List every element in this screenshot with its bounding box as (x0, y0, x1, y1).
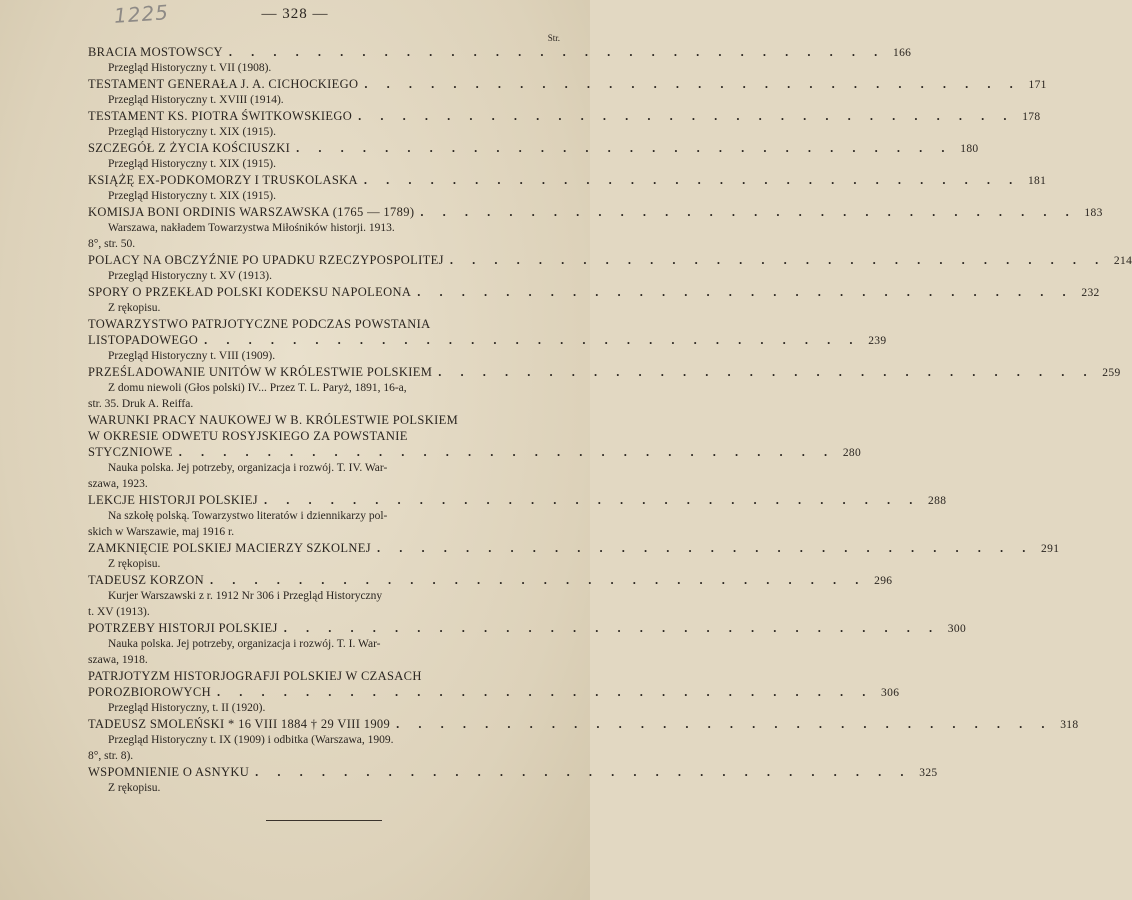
entry-source: szawa, 1923. (88, 478, 148, 490)
dot-leader: . . . . . . . . . . . . . . . . . . . . . . . . . . . . . . (376, 541, 1034, 555)
entry-source: Przegląd Historyczny t. XIX (1915). (108, 190, 276, 202)
entry-source: Przegląd Historyczny t. XIX (1915). (108, 158, 276, 170)
entry-page-number: 300 (947, 623, 967, 635)
entry-title-line (88, 764, 938, 780)
dot-leader: . . . . . . . . . . . . . . . . . . . . . . . . . . . . . . (178, 445, 836, 459)
entry-page-number: 180 (960, 143, 979, 155)
toc-entry (88, 284, 1100, 316)
toc-entry (88, 668, 900, 716)
entry-title: BRACIA MOSTOWSCY (88, 45, 223, 59)
toc-entry (88, 364, 1121, 412)
entry-page-number: 183 (1084, 207, 1103, 219)
dot-leader: . . . . . . . . . . . . . . . . . . . . . . . . . . . . . . (228, 45, 886, 59)
toc-entry (88, 716, 1079, 764)
entry-title-line (88, 252, 1132, 268)
entry-title: WARUNKI PRACY NAUKOWEJ W B. KRÓLESTWIE POLSKIEM (88, 413, 459, 427)
entry-title: TESTAMENT GENERAŁA J. A. CICHOCKIEGO (88, 77, 359, 91)
toc-entry (88, 172, 1047, 204)
entry-title: ZAMKNIĘCIE POLSKIEJ MACIERZY SZKOLNEJ (88, 541, 371, 555)
entry-title-line (88, 204, 1103, 220)
toc-entry (88, 764, 938, 796)
entry-title-line (88, 668, 562, 684)
toc-entry (88, 412, 862, 492)
entry-source: Nauka polska. Jej potrzeby, organizacja i rozwój. T. I. War- (108, 638, 381, 650)
closing-rule (266, 820, 382, 821)
pencil-annotation: 1225 (113, 0, 170, 28)
toc-entry (88, 108, 1041, 140)
entry-title: TADEUSZ SMOLEŃSKI * 16 VIII 1884 † 29 VIII 1909 (88, 717, 391, 731)
entry-source: Przegląd Historyczny t. IX (1909) i odbitka (Warszawa, 1909. (108, 734, 394, 746)
entry-title-line (88, 716, 1079, 732)
entry-title: POTRZEBY HISTORJI POLSKIEJ (88, 621, 278, 635)
entry-title: PRZEŚLADOWANIE UNITÓW W KRÓLESTWIE POLSKIEM (88, 365, 433, 379)
entry-source: Nauka polska. Jej potrzeby, organizacja i rozwój. T. IV. War- (108, 462, 388, 474)
entry-title-line (88, 540, 1060, 556)
entry-source: Przegląd Historyczny t. XV (1913). (108, 270, 272, 282)
entry-source: 8°, str. 50. (88, 238, 136, 250)
dot-leader: . . . . . . . . . . . . . . . . . . . . . . . . . . . . . . (364, 77, 1021, 91)
entry-title: TADEUSZ KORZON (88, 573, 205, 587)
entry-source: Przegląd Historyczny, t. II (1920). (108, 702, 266, 714)
entry-title-line (88, 684, 900, 700)
dot-leader: . . . . . . . . . . . . . . . . . . . . . . . . . . . . . . (358, 109, 1015, 123)
entry-page-number: 166 (892, 47, 912, 59)
dot-leader: . . . . . . . . . . . . . . . . . . . . . . . . . . . . . . (204, 333, 861, 347)
dot-leader: . . . . . . . . . . . . . . . . . . . . . . . . . . . . . . (363, 173, 1021, 187)
entry-title-line (88, 428, 562, 444)
dot-leader: . . . . . . . . . . . . . . . . . . . . . . . . . . . . . . (417, 285, 1074, 299)
entry-title-line (88, 44, 912, 60)
entry-page-number: 280 (842, 447, 862, 459)
entry-page-number: 306 (881, 687, 900, 699)
entry-title: WSPOMNIENIE O ASNYKU (88, 765, 250, 779)
entry-title-line (88, 108, 1041, 124)
page-column-header: Str. (547, 33, 560, 43)
dot-leader: . . . . . . . . . . . . . . . . . . . . . . . . . . . . . . (396, 717, 1053, 731)
toc-entry (88, 44, 912, 76)
toc-entry (88, 140, 979, 172)
entry-source: str. 35. Druk A. Reiffa. (88, 398, 194, 410)
toc-entry (88, 316, 887, 364)
dot-leader: . . . . . . . . . . . . . . . . . . . . . . . . . . . . . . (420, 205, 1077, 219)
entry-page-number: 181 (1027, 175, 1047, 187)
entry-page-number: 171 (1028, 79, 1047, 91)
entry-title: POLACY NA OBCZYŹNIE PO UPADKU RZECZYPOSPOLITEJ (88, 253, 444, 267)
entry-title: KOMISJA BONI ORDINIS WARSZAWSKA (1765 — 1789) (88, 205, 415, 219)
dot-leader: . . . . . . . . . . . . . . . . . . . . . . . . . . . . . . (283, 621, 941, 635)
entry-page-number: 232 (1081, 287, 1100, 299)
entry-title-line (88, 316, 562, 332)
entry-source: Z domu niewoli (Głos polski) IV... Przez T. L. Paryż, 1891, 16-a, (108, 382, 407, 394)
toc-entry (88, 252, 1132, 284)
dot-leader: . . . . . . . . . . . . . . . . . . . . . . . . . . . . . . (255, 765, 912, 779)
entry-title: TESTAMENT KS. PIOTRA ŚWITKOWSKIEGO (88, 109, 353, 123)
entry-source: 8°, str. 8). (88, 750, 134, 762)
entry-title-line (88, 284, 1100, 300)
entry-source: t. XV (1913). (88, 606, 150, 618)
toc-entry (88, 76, 1047, 108)
entry-page-number: 178 (1022, 111, 1041, 123)
entry-source: Na szkołę polską. Towarzystwo literatów i dziennikarzy pol- (108, 510, 388, 522)
entry-title-line (88, 76, 1047, 92)
dot-leader: . . . . . . . . . . . . . . . . . . . . . . . . . . . . . . (210, 573, 867, 587)
toc-entry (88, 572, 893, 620)
entry-title-line (88, 412, 562, 428)
entry-source: Warszawa, nakładem Towarzystwa Miłośników historji. 1913. (108, 222, 395, 234)
entry-title: SZCZEGÓŁ Z ŻYCIA KOŚCIUSZKI (88, 141, 291, 155)
entry-source: Z rękopisu. (108, 782, 161, 794)
entry-page-number: 239 (868, 335, 887, 347)
entry-title-line (88, 140, 979, 156)
entry-title: STYCZNIOWE (88, 445, 173, 459)
entry-title: LEKCJE HISTORJI POLSKIEJ (88, 493, 258, 507)
entry-source: Kurjer Warszawski z r. 1912 Nr 306 i Przegląd Historyczny (108, 590, 383, 602)
dot-leader: . . . . . . . . . . . . . . . . . . . . . . . . . . . . . . (449, 253, 1107, 267)
entry-title-line (88, 572, 893, 588)
entry-source: szawa, 1918. (88, 654, 148, 666)
entry-title-line (88, 444, 862, 460)
entry-title: PATRJOTYZM HISTORJOGRAFJI POLSKIEJ W CZASACH (88, 669, 422, 683)
entry-source: Przegląd Historyczny t. XVIII (1914). (108, 94, 284, 106)
entry-page-number: 318 (1060, 719, 1079, 731)
entry-source: Przegląd Historyczny t. XIX (1915). (108, 126, 276, 138)
entry-source: Przegląd Historyczny t. VIII (1909). (108, 350, 276, 362)
entry-page-number: 288 (928, 495, 947, 507)
entry-title: LISTOPADOWEGO (88, 333, 199, 347)
entry-title: KSIĄŻĘ EX-PODKOMORZY I TRUSKOLASKA (88, 173, 358, 187)
dot-leader: . . . . . . . . . . . . . . . . . . . . . . . . . . . . . . (438, 365, 1095, 379)
entry-page-number: 259 (1102, 367, 1121, 379)
entry-source: Z rękopisu. (108, 302, 161, 314)
dot-leader: . . . . . . . . . . . . . . . . . . . . . . . . . . . . . . (263, 493, 921, 507)
entry-title: SPORY O PRZEKŁAD POLSKI KODEKSU NAPOLEONA (88, 285, 412, 299)
entry-title: W OKRESIE ODWETU ROSYJSKIEGO ZA POWSTANIE (88, 429, 408, 443)
toc-entry (88, 540, 1060, 572)
entry-page-number: 291 (1041, 543, 1060, 555)
entry-source: skich w Warszawie, maj 1916 r. (88, 526, 235, 538)
entry-title: POROZBIOROWYCH (88, 685, 211, 699)
entry-page-number: 296 (874, 575, 893, 587)
entry-title-line (88, 332, 887, 348)
entry-title-line (88, 492, 947, 508)
toc-entry (88, 204, 1103, 252)
entry-source: Przegląd Historyczny t. VII (1908). (108, 62, 272, 74)
entry-source: Z rękopisu. (108, 558, 161, 570)
entry-title: TOWARZYSTWO PATRJOTYCZNE PODCZAS POWSTANIA (88, 317, 431, 331)
page-number: — 328 — (261, 6, 329, 22)
entry-page-number: 325 (919, 767, 938, 779)
entry-title-line (88, 364, 1121, 380)
entry-page-number: 214 (1113, 255, 1132, 267)
entry-title-line (88, 620, 967, 636)
toc-entry (88, 620, 967, 668)
table-of-contents (88, 44, 1132, 796)
dot-leader: . . . . . . . . . . . . . . . . . . . . . . . . . . . . . . (216, 685, 874, 699)
dot-leader: . . . . . . . . . . . . . . . . . . . . . . . . . . . . . . (296, 141, 953, 155)
entry-title-line (88, 172, 1047, 188)
toc-entry (88, 492, 947, 540)
